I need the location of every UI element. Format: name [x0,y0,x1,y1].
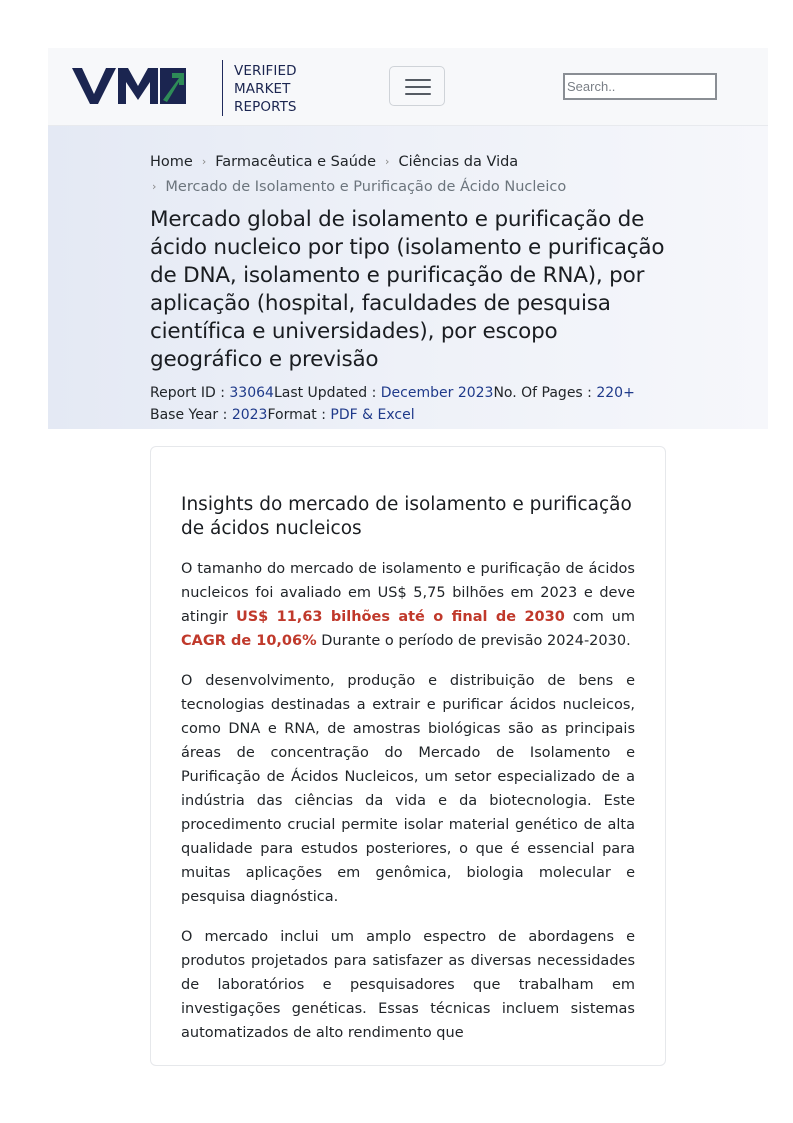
base-year-label: Base Year : [150,407,232,423]
hamburger-icon-bar [405,86,431,88]
report-id-label: Report ID : [150,385,230,401]
paragraph-1-text-c: Durante o período de previsão 2024-2030. [316,633,631,649]
logo-line-2: MARKET [234,81,291,97]
last-updated-value: December 2023 [380,385,494,401]
breadcrumb-home[interactable]: Home [150,154,193,170]
paragraph-3: O mercado inclui um amplo espectro de abordagens e produtos projetados para satisfazer as diversas necessidades de laboratórios e pesquisadores que trabalham em investigações genéticas. Essas técnicas incluem sistemas automatizados de alto rendimento que [181,929,635,1041]
chevron-right-icon: › [201,155,207,168]
breadcrumb-level-2[interactable]: Ciências da Vida [398,154,519,170]
page-title: Mercado global de isolamento e purificação de ácido nucleico por tipo (isolamento e purificação de DNA, isolamento e purificação de RNA), por aplicação (hospital, faculdades de pesquisa científica e universidades), por escopo geográfico e previsão [150,207,665,372]
paragraph-1-text-a: O tamanho do mercado de isolamento e purificação de ácidos nucleicos foi avaliado em US$ 5,75 bilhões em 2023 e deve atingir [181,561,635,625]
report-hero [48,126,768,429]
hamburger-icon-bar [405,93,431,95]
chevron-right-icon: › [385,155,390,168]
menu-toggle-button[interactable] [389,66,445,106]
insights-heading: Insights do mercado de isolamento e purificação de ácidos nucleicos [181,494,632,539]
pages-label: No. Of Pages : [493,385,597,401]
format-value: PDF & Excel [330,407,415,423]
breadcrumb [150,150,670,200]
cagr-highlight: CAGR de 10,06% [181,633,317,649]
site-logo[interactable] [72,56,297,116]
paragraph-1-text-b: com um [564,609,635,625]
insights-card [150,446,666,1066]
hamburger-icon [405,79,431,81]
report-id-value: 33064 [229,385,274,401]
vmr-logo-mark [72,66,188,106]
report-meta [150,382,690,426]
paragraph-2: O desenvolvimento, produção e distribuição de bens e tecnologias destinadas a extrair e purificar ácidos nucleicos, como DNA e RNA, de amostras biológicas são as principais áreas de concentração do Mercado de Isolamento e Purificação de Ácidos Nucleicos, um setor especializado de a indústria das ciências da vida e da biotecnologia. Este procedimento crucial permite isolar material genético de alta qualidade para estudos posteriores, o que é essencial para muitas aplicações em genômica, biologia molecular e pesquisa diagnóstica. [181,673,635,905]
search-input[interactable] [563,73,717,100]
paragraph-1 [181,557,635,653]
breadcrumb-current: Mercado de Isolamento e Purificação de Ácido Nucleico [165,179,567,195]
breadcrumb-level-1[interactable]: Farmacêutica e Saúde [215,154,377,170]
site-header [48,48,768,126]
format-label: Format : [267,407,331,423]
logo-line-1: VERIFIED [234,63,297,79]
logo-divider [222,60,223,116]
pages-value: 220+ [596,385,635,401]
chevron-right-icon: › [152,180,157,193]
market-value-highlight: US$ 11,63 bilhões até o final de 2030 [235,609,565,625]
logo-line-3: REPORTS [234,99,297,115]
base-year-value: 2023 [231,407,268,423]
insights-body [181,557,635,1061]
last-updated-label: Last Updated : [273,385,381,401]
logo-wordmark [234,62,297,116]
